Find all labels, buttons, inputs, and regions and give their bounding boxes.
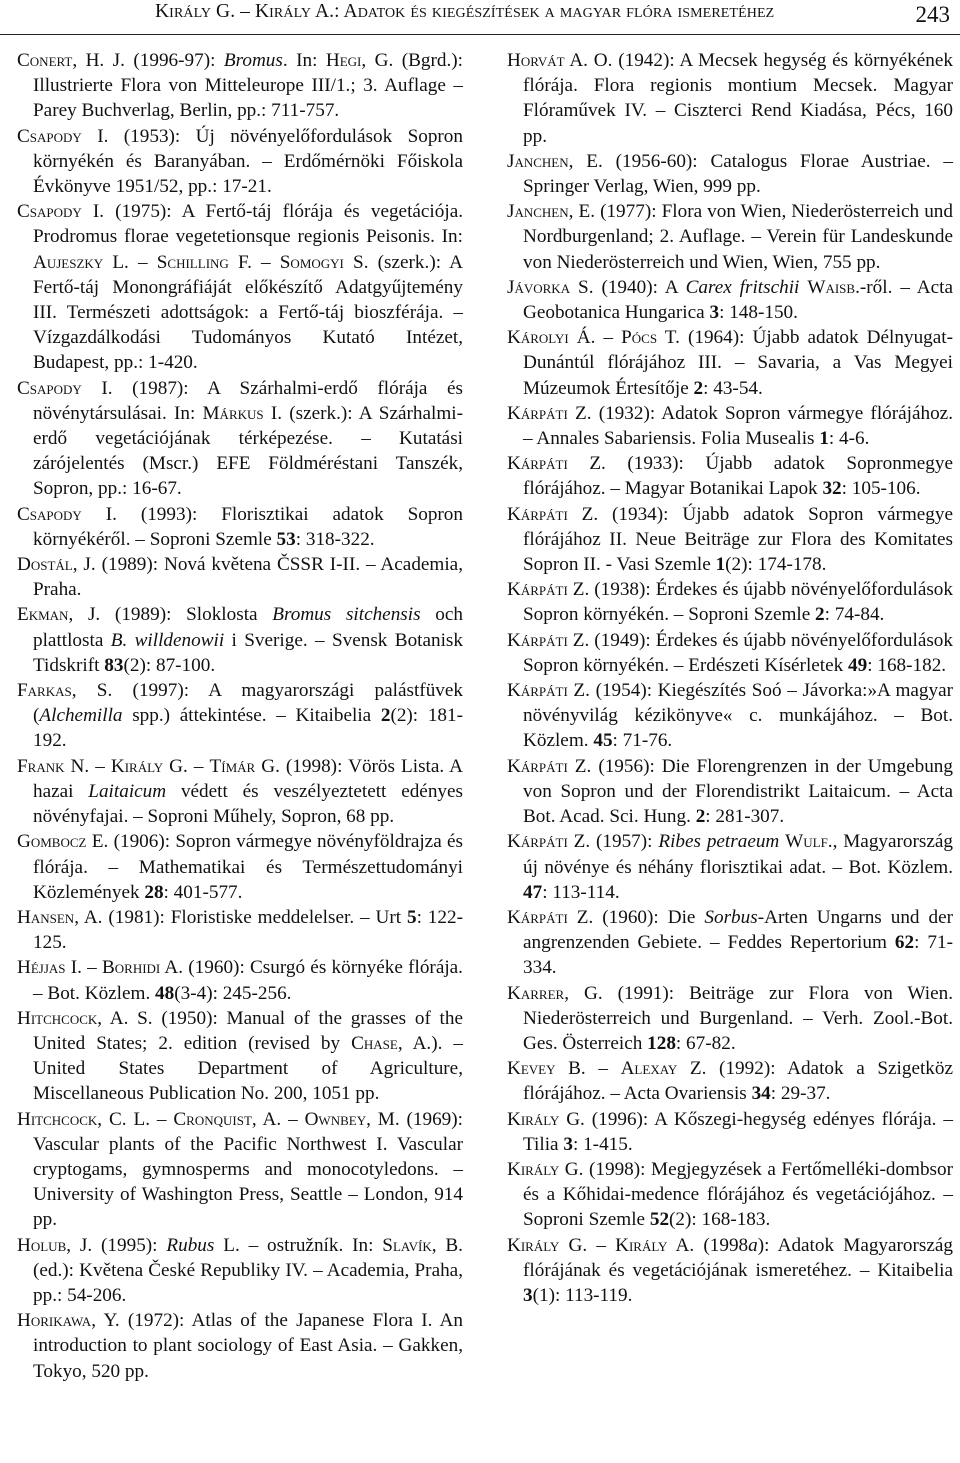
author-name: Alexay Z. (620, 1058, 707, 1080)
reference-text: (1960): Csurgó és környéke flórája. – Bot. Közlem. (33, 957, 463, 1004)
author-name: Héjjas I. (17, 957, 82, 979)
reference-entry (17, 48, 463, 124)
reference-text: (ed.): Květena České Republiky IV. – Academia, Praha, pp.: 54-206. (33, 1259, 463, 1306)
reference-text: Carex fritschii (685, 276, 800, 298)
reference-text: 2 (695, 806, 706, 828)
reference-text: 34 (751, 1083, 771, 1105)
author-name: Csapody I. (17, 377, 113, 399)
reference-text: (szerk.): A Fertő-táj Monongráfiáját előkészítő Adatgyűjtemény III. Természeti adottságok: a Fertő-táj bioszférája. – Vízgazdálkodási Tudományos Kutató Intézet, Budapest, pp.: 1-420. (33, 251, 463, 374)
reference-column-right (507, 48, 953, 1308)
reference-text: 48 (155, 982, 175, 1004)
author-name: Pócs T. (621, 327, 680, 349)
reference-text: : 148-150. (719, 302, 798, 324)
reference-entry (17, 199, 463, 375)
author-name: Somogyi S. (279, 251, 369, 273)
author-name: Schilling F. (156, 251, 252, 273)
reference-text: Alchemilla (39, 705, 123, 727)
reference-text: Sorbus (704, 906, 758, 928)
reference-entry (507, 325, 953, 401)
reference-entry (507, 577, 953, 627)
reference-text: (1989): Nová květena ČSSR I-II. – Academia, Praha. (33, 554, 463, 601)
author-name: Hitchcock, C. L. (17, 1108, 150, 1130)
author-name: Kárpáti Z. (507, 579, 590, 601)
reference-text: – (281, 1108, 305, 1130)
reference-text: : 4-6. (828, 428, 870, 450)
reference-text: 3 (709, 302, 720, 324)
reference-text: : 67-82. (675, 1032, 736, 1054)
reference-text: : 71-334. (523, 932, 953, 979)
reference-text: (1950): Manual of the grasses of the United States; 2. edition (revised by (33, 1007, 463, 1054)
reference-text: (1996): A Kőszegi-hegység edényes flórája. – Tilia (523, 1108, 953, 1155)
reference-text: i Sverige. – Svensk Botanisk Tidskrift (33, 629, 463, 676)
author-name: Wulf. (785, 831, 833, 853)
reference-entry (17, 602, 463, 678)
reference-text: (1956-60): Catalogus Florae Austriae. – Springer Verlag, Wien, 999 pp. (523, 150, 953, 198)
reference-entry (507, 149, 953, 199)
reference-text: : 318-322. (295, 528, 375, 550)
reference-entry (507, 502, 953, 578)
reference-text: (1981): Floristiske meddelelser. – Urt (102, 906, 407, 928)
reference-text: 1 (715, 554, 726, 576)
reference-entry (507, 275, 953, 325)
author-name: Király G. (507, 1158, 584, 1180)
reference-entry (507, 1233, 953, 1309)
reference-entry (507, 401, 953, 451)
reference-text: (1940): A (593, 276, 686, 298)
running-title: Király G. – Király A.: Adatok és kiegészítések a magyar flóra ismeretéhez (155, 1, 775, 22)
reference-text: -ről. – Acta Geobotanica Hungarica (523, 276, 954, 324)
reference-entry (507, 199, 953, 275)
reference-entry (17, 1233, 463, 1309)
reference-entry (507, 48, 953, 149)
reference-text: (Bgrd.): Illustrierte Flora von Mitteleurope III/1.; 3. Auflage – Parey Buchverlag, Berlin, pp.: 711-757. (33, 50, 463, 122)
reference-entry (17, 754, 463, 830)
reference-text: (1996-97): (124, 50, 224, 71)
reference-text: 28 (144, 881, 164, 903)
reference-text: : 401-577. (163, 881, 243, 903)
reference-text: – (187, 755, 210, 777)
reference-entry (507, 678, 953, 754)
reference-text: – (587, 1234, 616, 1256)
author-name: Aujeszky L. (33, 251, 129, 273)
reference-text: 1 (819, 428, 829, 450)
reference-text: Laitaicum (88, 780, 167, 802)
reference-text: (1987): A Szárhalmi-erdő flórája és növénytársulásai. In: (33, 377, 464, 424)
reference-text: (1942): A Mecsek hegység és környékének flórája. Flora regionis montium Mecsek. Magyar Flóraművek IV. – Ciszterci Rend Kiadása, Pécs, 160 pp. (523, 50, 953, 147)
reference-text: (1957): (590, 831, 659, 853)
reference-entry (17, 678, 463, 754)
reference-entry (507, 829, 953, 905)
author-name: Janchen, E. (507, 201, 596, 223)
reference-text: 32 (822, 478, 842, 500)
author-name: Conert, H. J. (17, 50, 125, 71)
author-name: Csapody I. (17, 125, 109, 147)
reference-text: védett és veszélyeztetett edényes növényfajai. – Soproni Műhely, Sopron, 68 pp. (33, 780, 463, 828)
author-name: Waisb. (807, 276, 860, 298)
reference-text: – (81, 957, 102, 979)
author-name: Király G. (507, 1234, 588, 1256)
reference-entry (17, 1006, 463, 1107)
reference-entry (17, 376, 463, 502)
reference-text: -Arten Ungarns und der angrenzenden Gebiete. – Feddes Repertorium (523, 906, 953, 954)
reference-text: 3 (563, 1133, 573, 1155)
reference-text: : 281-307. (705, 806, 785, 828)
author-name: Janchen, E. (507, 150, 603, 172)
reference-entry (17, 124, 463, 200)
reference-text: (1975): A Fertő-táj flórája és vegetációja. Prodromus florae vegetetionsque regionis Peisonis. In: (33, 201, 464, 248)
reference-text: (1998 (694, 1234, 749, 1256)
reference-text: (1969): Vascular plants of the Pacific Northwest I. Vascular cryptogams, gymnosperms and monocotyledons. – University of Washington Press, Seattle – London, 914 pp. (33, 1108, 463, 1231)
reference-text: Bromus sitchensis (272, 604, 421, 626)
reference-text: (1953): Új növényelőfordulások Sopron környékén és Baranyában. – Erdőmérnöki Főiskola Évkönyve 1951/52, pp.: 17-21. (33, 125, 463, 198)
reference-text: : 122-125. (33, 906, 463, 954)
reference-text: (1992): Adatok a Szigetköz flórájához. – Acta Ovariensis (523, 1058, 954, 1105)
reference-text: 5 (406, 906, 417, 928)
author-name: Kárpáti Z. (507, 503, 599, 525)
reference-text: : 1-415. (572, 1133, 633, 1155)
reference-text: (1977): Flora von Wien, Niederösterreich und Nordburgenland; 2. Auflage. – Verein für Landeskunde von Niederösterreich und Wien, Wien, 755 pp. (523, 201, 953, 273)
reference-text: 62 (894, 932, 915, 954)
reference-text: (1993): Florisztikai adatok Sopron környékéről. – Soproni Szemle (33, 503, 463, 550)
reference-text: 52 (649, 1209, 670, 1231)
reference-text: (2): 168-183. (669, 1209, 771, 1231)
reference-entry (17, 955, 463, 1005)
author-name: Hitchcock, A. S. (17, 1007, 153, 1029)
author-name: Slavík, B. (382, 1234, 463, 1256)
author-name: Frank N. (17, 755, 90, 777)
author-name: Chase, A. (351, 1032, 432, 1054)
reference-text: (1998): Megjegyzések a Fertőmelléki-dombsor és a Kőhidai-medence flórájához és vegetációjához. – Soproni Szemle (523, 1158, 953, 1231)
reference-text: : 71-76. (612, 730, 673, 752)
reference-entry (507, 451, 953, 501)
reference-entry (507, 1157, 953, 1233)
author-name: Károlyi Á. (507, 327, 596, 349)
reference-text: (1997): A magyarországi palástfüvek ( (33, 680, 463, 727)
reference-text: (1960): Die (593, 906, 705, 928)
reference-column-left (17, 48, 463, 1384)
author-name: Hansen, A. (17, 906, 103, 928)
reference-entry (507, 905, 953, 981)
reference-text: och plattlosta (33, 604, 463, 651)
reference-text: . In: (282, 50, 326, 71)
author-name: Kárpáti Z. (507, 402, 592, 424)
reference-text: : 113-114. (542, 881, 620, 903)
reference-text: (1932): Adatok Sopron vármegye flórájához. – Annales Sabariensis. Folia Musealis (523, 402, 953, 450)
reference-text: (2): 181-192. (33, 705, 463, 752)
author-name: Tímár G. (209, 755, 280, 777)
reference-text: 45 (593, 730, 613, 752)
reference-text: (1956): Die Florengrenzen in der Umgebung von Sopron und der Florendistrikt Laitaicum. – Acta Bot. Acad. Sci. Hung. (523, 755, 953, 828)
reference-text: : 105-106. (841, 478, 921, 500)
reference-text: (1995): (92, 1234, 167, 1256)
reference-text: 2 (380, 705, 391, 727)
author-name: Király A. (615, 1234, 695, 1256)
reference-text: 49 (848, 654, 868, 676)
author-name: Kárpáti Z. (507, 680, 590, 702)
author-name: Kevey B. (507, 1058, 586, 1080)
author-name: Karrer, G. (507, 982, 603, 1004)
reference-text: spp.) áttekintése. – Kitaibelia (122, 705, 381, 727)
reference-text: : 43-54. (703, 377, 763, 399)
reference-text: (1991): Beiträge zur Flora von Wien. Niederösterreich und Burgenland. – Verh. Zool.-Bot. Ges. Österreich (523, 982, 953, 1054)
author-name: Kárpáti Z. (507, 906, 594, 928)
author-name: Farkas, S. (17, 680, 113, 702)
reference-text: (1998): Vörös Lista. A hazai (33, 755, 464, 802)
reference-text: : 29-37. (770, 1083, 831, 1105)
reference-text: (2): 87-100. (123, 654, 216, 676)
reference-text: 3 (523, 1284, 533, 1306)
author-name: Kárpáti Z. (507, 453, 606, 475)
reference-text: (1989): Sloklosta (100, 604, 273, 626)
reference-text: ): Adatok Magyarország flórájának és vegetációjának ismeretéhez. – Kitaibelia (523, 1234, 954, 1281)
reference-entry (17, 552, 463, 602)
author-name: Csapody I. (17, 201, 105, 223)
reference-text: 47 (523, 881, 543, 903)
author-name: Dostál, J. (17, 554, 96, 576)
author-name: Ownbey, M. (304, 1108, 400, 1130)
reference-text: – (585, 1058, 621, 1080)
author-name: Csapody I. (17, 503, 117, 525)
reference-text: a (748, 1234, 758, 1256)
author-name: Kárpáti Z. (507, 755, 592, 777)
reference-text: 2 (693, 377, 704, 399)
reference-entry (17, 1308, 463, 1384)
reference-text: 128 (647, 1032, 676, 1054)
author-name: Horikawa, Y. (17, 1310, 120, 1332)
reference-text: (1933): Újabb adatok Sopronmegye flórájához. – Magyar Botanikai Lapok (523, 453, 953, 500)
reference-text: Bromus (223, 50, 283, 71)
author-name: Gombocz E. (17, 831, 109, 853)
reference-text: – (128, 251, 157, 273)
reference-text: (1954): Kiegészítés Soó – Jávorka:»A magyar növényvilág kézikönyve« c. munkájához. – Bot. Közlem. (523, 680, 953, 752)
reference-text: (1964): Újabb adatok Délnyugat-Dunántúl flórájához III. – Savaria, a Vas Megyei Múzeumok Értesítője (523, 327, 954, 399)
reference-text: (szerk.): A Szárhalmi-erdő vegetációjának térképezése. – Kutatási zárójelentés (Mscr.) EFE Földméréstani Tanszék, Sopron, pp.: 16-67. (33, 402, 463, 500)
running-header (0, 0, 960, 35)
author-name: Király G. (110, 755, 188, 777)
author-name: Borhidi A. (101, 957, 184, 979)
reference-text: (1938): Érdekes és újabb növényelőfordulások Sopron környékén. – Soproni Szemle (523, 579, 953, 626)
author-name: Király G. (507, 1108, 585, 1130)
reference-text: B. willdenowii (110, 629, 225, 651)
reference-entry (507, 1107, 953, 1157)
reference-text: (1): 113-119. (532, 1284, 633, 1306)
author-name: Horvát A. O. (507, 50, 613, 71)
author-name: Márkus I. (202, 402, 283, 424)
author-name: Cronquist, A. (173, 1108, 282, 1130)
reference-text: (2): 174-178. (725, 554, 827, 576)
reference-text: (3-4): 245-256. (174, 982, 292, 1004)
reference-entry (507, 1056, 953, 1106)
reference-entry (17, 905, 463, 955)
reference-entry (507, 754, 953, 830)
author-name: Kárpáti Z. (507, 629, 590, 651)
reference-text: (1949): Érdekes és újabb növényelőfordulások Sopron környékén. – Erdészeti Kísérletek (523, 629, 953, 676)
author-name: Hegi, G. (325, 50, 394, 71)
reference-text: 53 (276, 528, 296, 550)
reference-text: Rubus (166, 1234, 215, 1256)
reference-entry (17, 502, 463, 552)
author-name: Holub, J. (17, 1234, 93, 1256)
reference-text: : 74-84. (824, 604, 885, 626)
reference-entry (17, 1107, 463, 1233)
reference-text: – (595, 327, 622, 349)
reference-entry (17, 829, 463, 905)
page-number: 243 (915, 2, 950, 27)
author-name: Kárpáti Z. (507, 831, 591, 853)
reference-text: – (150, 1108, 174, 1130)
author-name: Ekman, J. (17, 604, 101, 626)
reference-text: (1934): Újabb adatok Sopron vármegye flórájához II. Neue Beiträge zur Flora des Komitates Sopron II. - Vasi Szemle (523, 503, 953, 576)
reference-text: – (251, 251, 280, 273)
reference-entry (507, 628, 953, 678)
reference-text: : 168-182. (867, 654, 947, 676)
reference-text: (1972): Atlas of the Japanese Flora I. An introduction to plant sociology of East Asia. – Gakken, Tokyo, 520 pp. (33, 1310, 463, 1382)
reference-text: ). – United States Department of Agriculture, Miscellaneous Publication No. 200, 1051 pp. (33, 1032, 464, 1105)
reference-text: L. – ostružník. In: (214, 1234, 383, 1256)
reference-entry (507, 981, 953, 1057)
reference-text: 83 (104, 654, 124, 676)
reference-text: (1906): Sopron vármegye növényföldrajza és flórája. – Mathematikai és Természettudományi Közlemények (33, 831, 463, 903)
reference-text: Ribes petraeum (658, 831, 780, 853)
reference-text: – (89, 755, 111, 777)
reference-text: , Magyarország új növénye és néhány florisztikai adat. – Bot. Közlem. (523, 831, 953, 878)
reference-text: 2 (815, 604, 825, 626)
author-name: Jávorka S. (507, 276, 594, 298)
